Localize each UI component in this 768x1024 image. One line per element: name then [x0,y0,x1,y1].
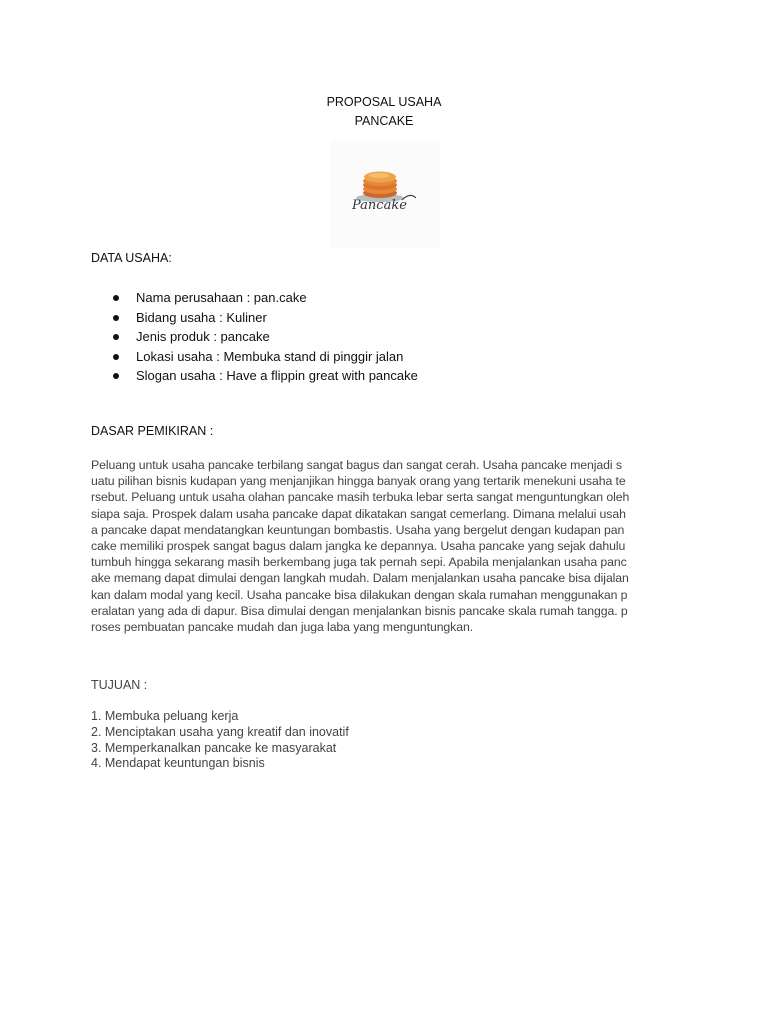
paragraph-line: eralatan yang ada di dapur. Bisa dimulai dengan menjalankan bisnis pancake skala rumah tangga. p [91,603,628,618]
list-item: Nama perusahaan : pan.cake [113,288,418,308]
paragraph-line: tumbuh hingga sekarang masih berkembang juga tak pernah sepi. Apabila menjalankan usaha panc [91,555,627,570]
list-item: Bidang usaha : Kuliner [113,308,418,328]
pancake-logo [330,140,440,248]
paragraph-line: siapa saja. Prospek dalam usaha pancake dapat dikatakan sangat cemerlang. Dimana melalui usah [91,506,626,521]
dasar-pemikiran-heading: DASAR PEMIKIRAN : [91,424,214,438]
list-item: 4. Mendapat keuntungan bisnis [91,756,265,771]
data-usaha-heading: DATA USAHA: [91,251,172,265]
paragraph-line: ake memang dapat dimulai dengan langkah mudah. Dalam menjalankan usaha pancake bisa dijalan [91,571,629,586]
paragraph-line: rsebut. Peluang untuk usaha olahan pancake masih terbuka lebar serta sangat menguntungkan oleh [91,490,630,505]
list-item: 2. Menciptakan usaha yang kreatif dan inovatif [91,724,349,739]
dasar-pemikiran-paragraph [91,457,681,635]
list-item: Jenis produk : pancake [113,327,418,347]
data-usaha-list [113,288,418,386]
list-item: Lokasi usaha : Membuka stand di pinggir jalan [113,347,418,367]
paragraph-line: uatu pilihan bisnis kudapan yang menjanjikan hingga banyak orang yang tertarik menekuni usaha te [91,474,626,489]
paragraph-line: kan dalam modal yang kecil. Usaha pancake bisa dilakukan dengan skala rumahan menggunakan p [91,587,628,602]
paragraph-line: roses pembuatan pancake mudah dan juga laba yang menguntungkan. [91,620,474,635]
list-item: Slogan usaha : Have a flippin great with pancake [113,366,418,386]
tujuan-list [91,709,349,772]
tujuan-heading: TUJUAN : [91,678,148,692]
paragraph-line: a pancake dapat mendatangkan keuntungan bombastis. Usaha yang bergelut dengan kudapan pan [91,522,625,537]
document-subtitle: PANCAKE [354,114,414,128]
list-item: 1. Membuka peluang kerja [91,709,239,723]
svg-text:Pancake: Pancake [352,198,407,213]
list-item: 3. Memperkanalkan pancake ke masyarakat [91,740,337,755]
document-title: PROPOSAL USAHA [326,95,442,109]
paragraph-line: Peluang untuk usaha pancake terbilang sangat bagus dan sangat cerah. Usaha pancake menjadi s [91,458,622,472]
paragraph-line: cake memiliki prospek sangat bagus dalam jangka ke depannya. Usaha pancake yang sejak dahulu [91,539,626,554]
